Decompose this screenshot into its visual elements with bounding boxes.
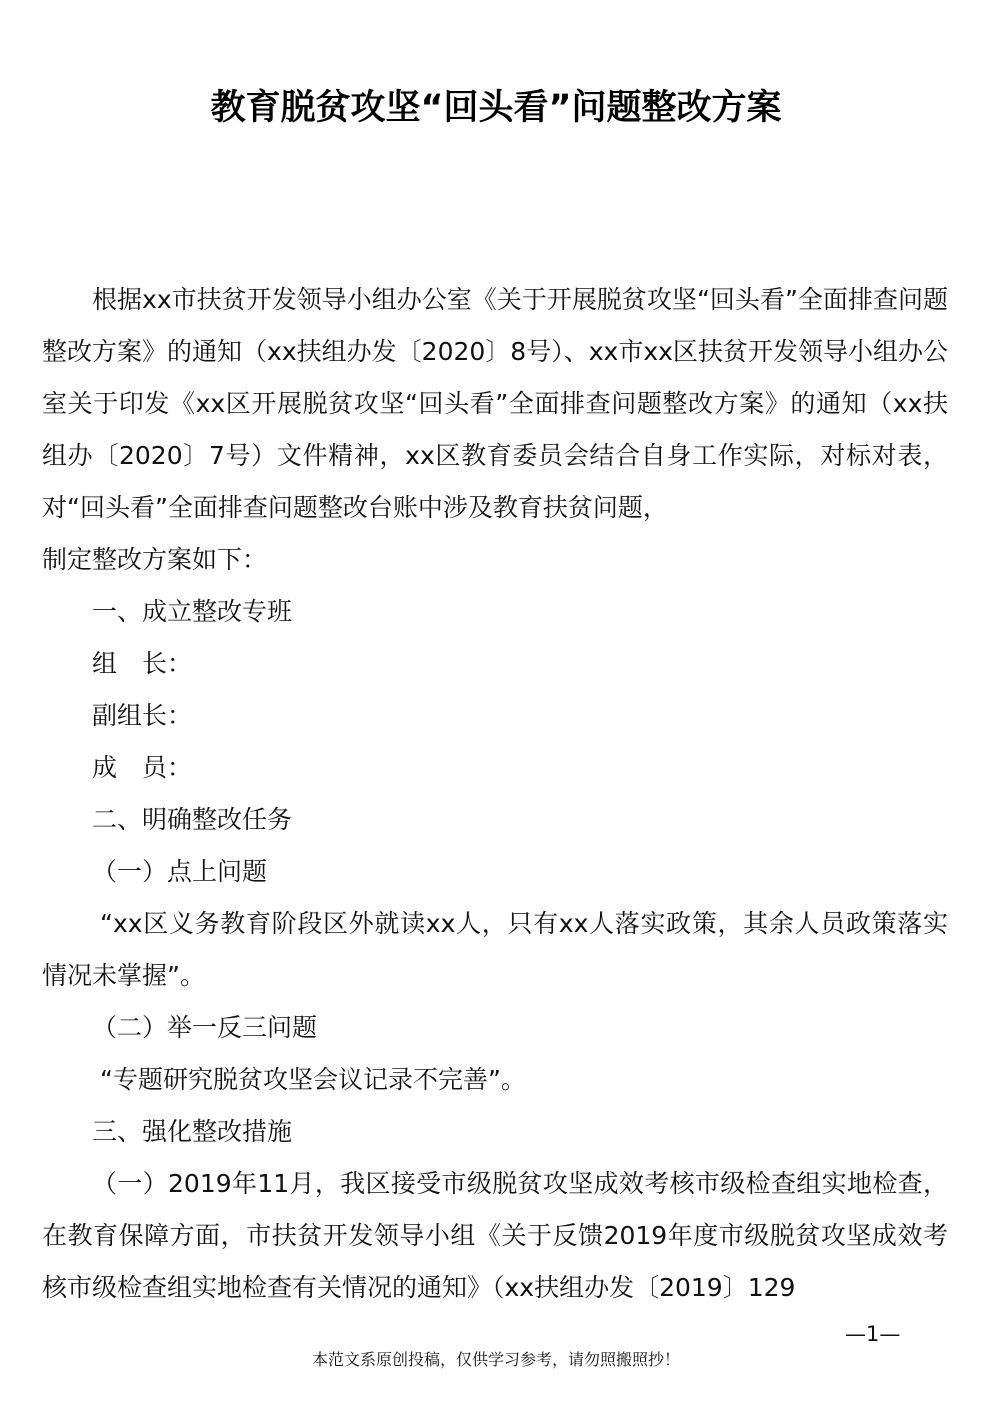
problem-quote-2: “专题研究脱贫攻坚会议记录不完善”。 xyxy=(100,1065,526,1094)
problem-quote-1: “xx区义务教育阶段区外就读xx人，只有xx人落实政策，其余人员政策落实情况未掌握”。 xyxy=(42,909,948,990)
role-leader: 组 长： xyxy=(92,649,193,678)
intro-paragraph-end: 制定整改方案如下： xyxy=(42,545,268,574)
measure-paragraph-1: （一）2019年11月，我区接受市级脱贫攻坚成效考核市级检查组实地检查，在教育保障方面，市扶贫开发领导小组《关于反馈2019年度市级脱贫攻坚成效考核市级检查组实地检查有关情况的通知》（xx扶组办发〔2019〕129 xyxy=(42,1169,948,1302)
page-number: —1— xyxy=(845,1322,901,1346)
role-members: 成 员： xyxy=(92,753,193,782)
footer-disclaimer: 本范文系原创投稿，仅供学习参考，请勿照搬照抄！ xyxy=(311,1350,680,1369)
document-body xyxy=(42,274,948,1314)
intro-paragraph: 根据xx市扶贫开发领导小组办公室《关于开展脱贫攻坚“回头看”全面排查问题整改方案》的通知（xx扶组办发〔2020〕8号）、xx市xx区扶贫开发领导小组办公室关于印发《xx区开展脱贫攻坚“回头看”全面排查问题整改方案》的通知（xx扶组办〔2020〕7号）文件精神，xx区教育委员会结合自身工作实际，对标对表，对“回头看”全面排查问题整改台账中涉及教育扶贫问题， xyxy=(42,285,948,522)
role-deputy: 副组长： xyxy=(92,701,193,730)
subsection-2: （二）举一反三问题 xyxy=(92,1013,318,1042)
document-title: 教育脱贫攻坚“回头看”问题整改方案 xyxy=(210,88,782,128)
subsection-1: （一）点上问题 xyxy=(92,857,268,886)
section-heading-2: 二、明确整改任务 xyxy=(92,805,293,834)
section-heading-1: 一、成立整改专班 xyxy=(92,597,293,626)
section-heading-3: 三、强化整改措施 xyxy=(92,1117,293,1146)
